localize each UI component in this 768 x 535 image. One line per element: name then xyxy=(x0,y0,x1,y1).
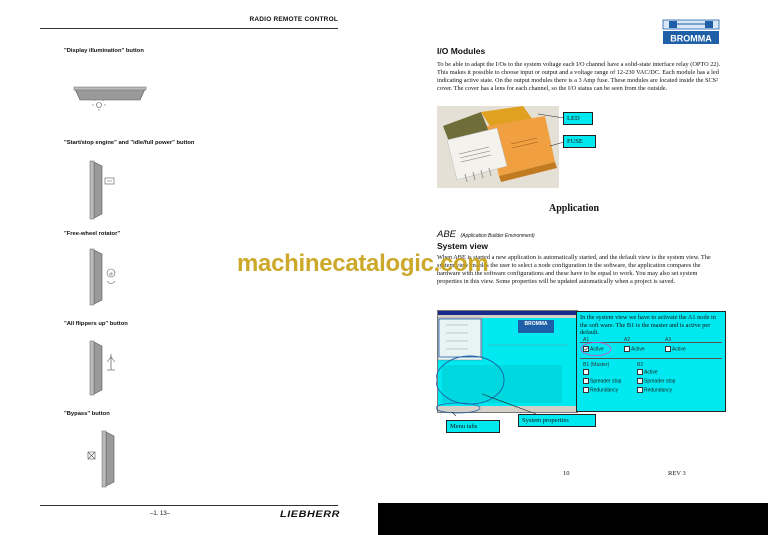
all-flippers-up-label: "All flippers up" button xyxy=(64,321,128,327)
node-a2-label: A2 xyxy=(624,337,631,343)
led-callout: LED xyxy=(563,112,593,125)
free-wheel-rotator-label: "Free-wheel rotator" xyxy=(64,231,121,237)
b2-active-label: Active xyxy=(644,369,658,376)
b1-active-checkbox[interactable] xyxy=(583,369,590,375)
header-title: RADIO REMOTE CONTROL xyxy=(249,16,338,23)
a2-active-label: Active xyxy=(631,346,645,353)
revision-label: REV 3 xyxy=(668,470,686,477)
b2-redundancy-checkbox[interactable] xyxy=(637,387,672,393)
system-view-paragraph: When ABE is started a new application is automatically started, and the default view is the system view. The system view enables the user to select a node configuration in the software, the application compares the hardware with the software configurations and these have to be equal to work. You may also set system properties in this view. Some properties will be updated automatically when a project is saved. xyxy=(437,254,711,286)
start-stop-engine-icon xyxy=(80,160,125,220)
a1-active-label: Active xyxy=(590,346,604,353)
fuse-callout: FUSE xyxy=(563,135,596,148)
bromma-logo-text: BROMMA xyxy=(670,33,712,44)
application-heading: Application xyxy=(549,203,600,214)
bypass-label: "Bypass" button xyxy=(64,411,110,417)
io-modules-paragraph: To be able to adapt the I/Os to the system voltage each I/O channel have a solid-state interface relay (OPTO 22). This makes it possible to choose input or output and a voltage range of 12-230 VAC/DC. Each module has a led indicating active state. On the output modules there is a 3 Amp fuse. These modules are located inside the SCS² cover. The cover has a lens for each channel, so the I/O status can be seen from the outside. xyxy=(437,61,721,93)
node-b2-label: B2 xyxy=(637,362,644,368)
abe-title-line xyxy=(437,224,535,242)
system-view-heading: System view xyxy=(437,241,489,251)
left-page-number: –1. 13– xyxy=(150,511,171,517)
b1-spreader-stop-checkbox[interactable] xyxy=(583,378,621,384)
abe-title: ABE xyxy=(437,229,457,240)
b1-redundancy-label: Redundancy xyxy=(590,387,619,394)
b1-spreader-stop-label: Spreader stop xyxy=(590,378,622,385)
menu-tabs-callout: Menu tabs xyxy=(446,420,500,433)
zoom-callout-text: In the system view we have to activate the A1 node in the soft ware. The B1 is the master and is active per default. xyxy=(580,314,716,337)
a3-active-checkbox[interactable] xyxy=(665,346,686,352)
watermark: machinecatalogic.com xyxy=(237,250,489,277)
left-page-header xyxy=(40,14,338,29)
b2-active-checkbox[interactable] xyxy=(637,369,658,375)
screenshot-highlights xyxy=(436,316,578,416)
all-flippers-up-icon xyxy=(80,340,125,396)
black-footer-bar xyxy=(378,503,768,535)
screenshot-bromma-logo: BROMMA xyxy=(524,321,548,327)
b2-redundancy-label: Redundancy xyxy=(644,387,673,394)
node-b1-label: B1 (Master) xyxy=(583,362,610,368)
left-footer-rule xyxy=(40,505,338,506)
a3-active-label: Active xyxy=(672,346,686,353)
a2-active-checkbox[interactable] xyxy=(624,346,645,352)
b2-spreader-stop-checkbox[interactable] xyxy=(637,378,675,384)
bypass-icon xyxy=(84,430,129,488)
bromma-logo xyxy=(661,18,721,46)
system-view-zoom-callout xyxy=(576,311,726,412)
node-a1-label: A1 xyxy=(583,337,590,343)
liebherr-logo: LIEBHERR xyxy=(280,509,341,519)
svg-text:@: @ xyxy=(109,271,114,276)
node-a3-label: A3 xyxy=(665,337,672,343)
abe-subtitle: (Application Builder Environment) xyxy=(460,233,535,239)
right-page-number: 10 xyxy=(563,470,570,477)
start-stop-engine-label: "Start/stop engine" and "idle/full power" button xyxy=(64,140,195,146)
display-illumination-label: "Display illumination" button xyxy=(64,48,144,54)
free-wheel-rotator-icon xyxy=(80,248,125,306)
io-modules-heading: I/O Modules xyxy=(437,46,486,56)
display-illumination-icon xyxy=(70,80,150,112)
system-properties-callout: System properties xyxy=(518,414,596,427)
b2-spreader-stop-label: Spreader stop xyxy=(644,378,676,385)
a1-highlight-ellipse xyxy=(579,341,613,357)
b1-redundancy-checkbox[interactable] xyxy=(583,387,618,393)
